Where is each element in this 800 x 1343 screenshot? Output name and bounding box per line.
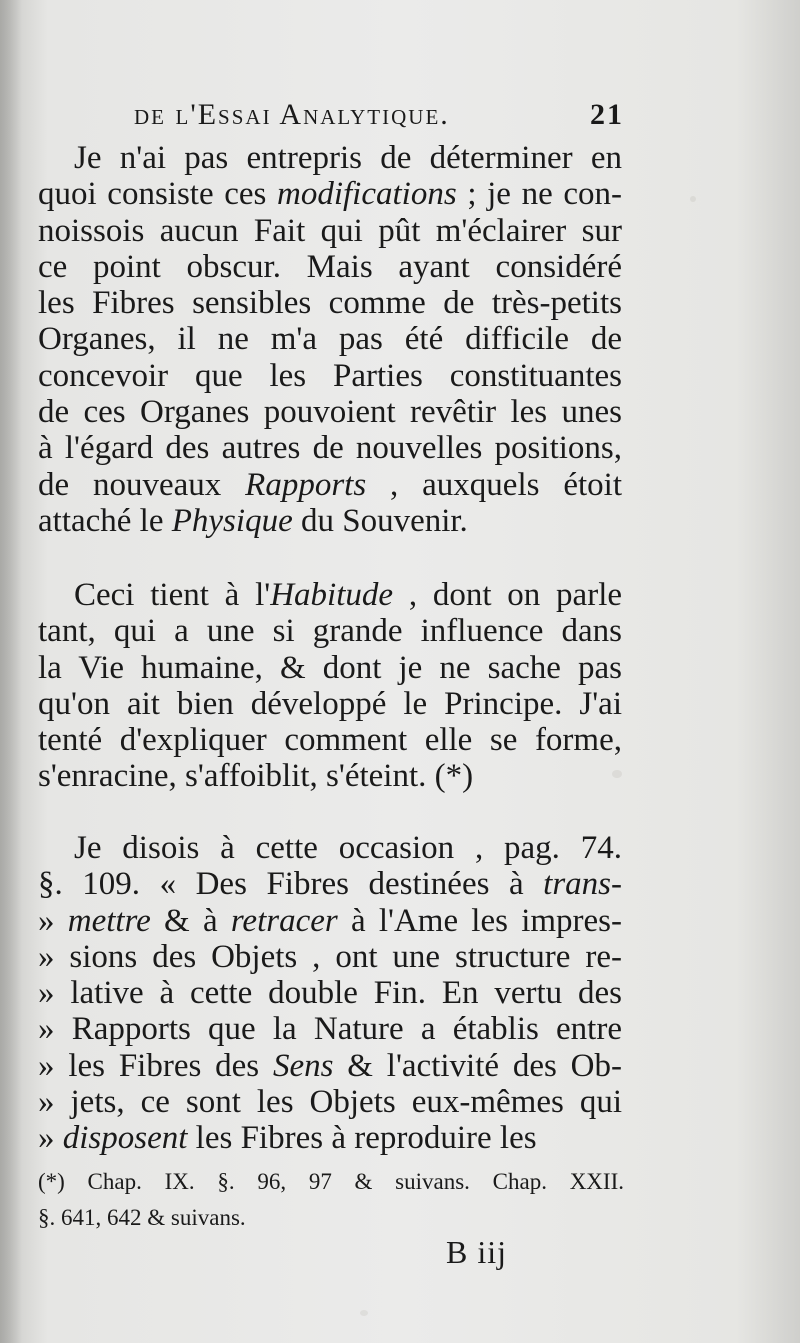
paragraph-2 — [38, 577, 622, 795]
italic-term: retracer — [230, 902, 338, 939]
text-line: » disposent les Fibres à reproduire les — [38, 1120, 537, 1157]
paragraph-1 — [38, 140, 622, 539]
italic-term: Physique — [171, 502, 293, 539]
text-line: » mettre & à retracer à l'Ame les impres- — [38, 902, 622, 939]
text-line: noissois aucun Fait qui pût m'éclairer sur — [38, 212, 622, 249]
signature-mark: B iij — [446, 1234, 508, 1270]
footnote — [38, 1168, 624, 1241]
footnote-line: §. 641, 642 & suivans. — [38, 1205, 246, 1231]
paper-spot — [690, 196, 696, 202]
text-line: s'enracine, s'affoiblit, s'éteint. (*) — [38, 758, 474, 795]
text-line: Je n'ai pas entrepris de déterminer en — [74, 140, 622, 176]
text-line: de ces Organes pouvoient revêtir les unes — [38, 394, 622, 431]
text-line: Organes, il ne m'a pas été difficile de — [38, 321, 622, 358]
running-header — [134, 98, 624, 142]
text-line: Ceci tient à l'Habitude , dont on parle — [74, 577, 623, 613]
text-line: à l'égard des autres de nouvelles positions, — [38, 430, 622, 467]
text-line: » sions des Objets , ont une structure re- — [38, 938, 622, 975]
italic-term: Habitude — [270, 577, 394, 613]
footnote-line: (*) Chap. IX. §. 96, 97 & suivans. Chap. XXII. — [38, 1169, 624, 1194]
page-gutter-shadow — [0, 0, 22, 1343]
italic-term: trans- — [543, 866, 622, 903]
text-line: » jets, ce sont les Objets eux-mêmes qui — [38, 1084, 622, 1121]
text-line: qu'on ait bien développé le Principe. J'ai — [38, 685, 622, 722]
text-line: ce point obscur. Mais ayant considéré — [38, 248, 622, 285]
paragraph-3 — [38, 830, 622, 1157]
italic-term: disposent — [62, 1120, 188, 1157]
text-line: les Fibres sensibles comme de très-petits — [38, 285, 622, 322]
text-line: attaché le Physique du Souvenir. — [38, 502, 468, 539]
italic-term: Sens — [272, 1047, 334, 1084]
page-number: 21 — [590, 98, 624, 131]
paper-spot — [360, 1310, 368, 1316]
text-line: tant, qui a une si grande influence dans — [38, 613, 622, 650]
text-line: » les Fibres des Sens & l'activité des Ob- — [38, 1047, 622, 1084]
text-line: » Rapports que la Nature a établis entre — [38, 1011, 622, 1048]
text-line: Je disois à cette occasion , pag. 74. — [74, 830, 622, 866]
text-line: quoi consiste ces modifications ; je ne con- — [38, 176, 622, 213]
running-title: de l'Essai Analytique. — [134, 98, 450, 131]
text-line: concevoir que les Parties constituantes — [38, 357, 622, 394]
italic-term: modifications — [277, 176, 457, 213]
text-line: tenté d'expliquer comment elle se forme, — [38, 722, 622, 759]
text-line: §. 109. « Des Fibres destinées à trans- — [38, 866, 622, 903]
italic-term: mettre — [67, 902, 151, 939]
text-line: de nouveaux Rapports , auxquels étoit — [38, 466, 622, 503]
text-line: » lative à cette double Fin. En vertu des — [38, 975, 622, 1012]
text-line: la Vie humaine, & dont je ne sache pas — [38, 649, 622, 686]
italic-term: Rapports — [245, 466, 367, 503]
